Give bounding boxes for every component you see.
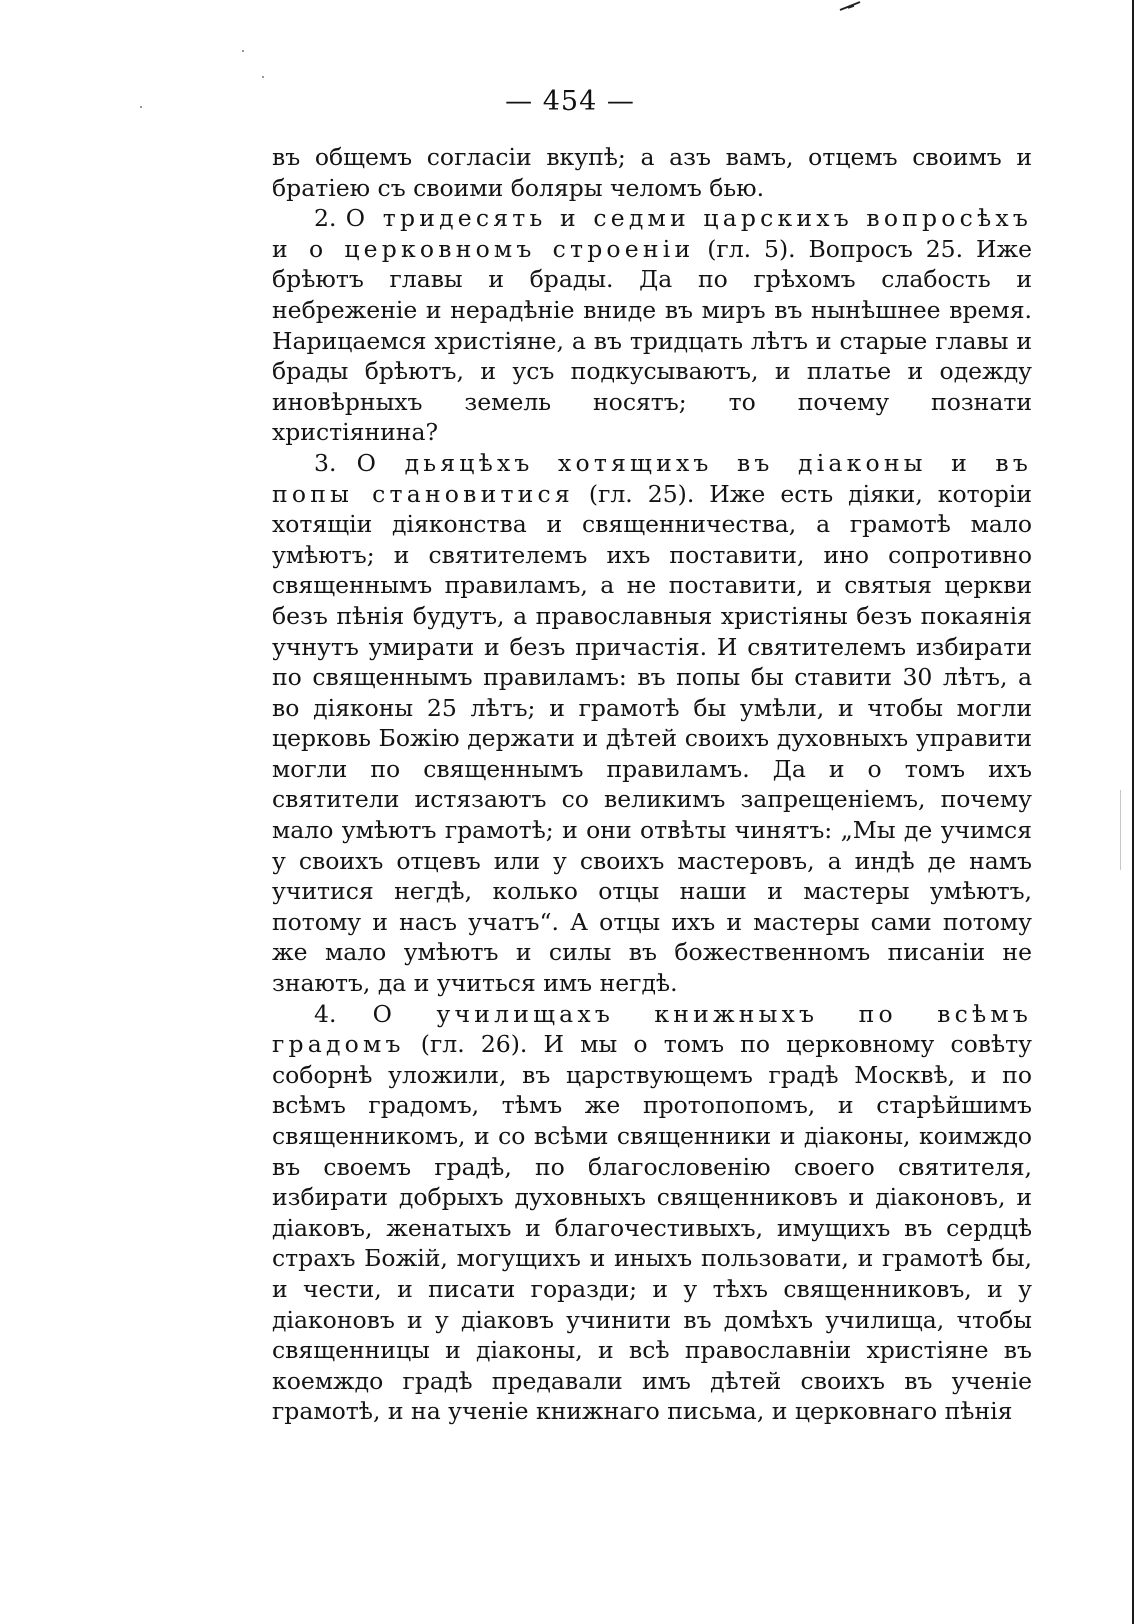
body-text bbox=[272, 142, 1032, 1427]
paragraph-heading: О дьяцѣхъ хотящихъ въ діаконы и въ попы становитися bbox=[272, 448, 1032, 508]
paragraph-heading: О тридесять и седми царскихъ вопросѣхъ и о церковномъ строеніи bbox=[272, 204, 1032, 263]
page-edge-line bbox=[1132, 0, 1134, 1624]
paragraph-number: 3. bbox=[314, 448, 357, 477]
paragraph-4 bbox=[272, 999, 1032, 1427]
paragraph-2 bbox=[272, 203, 1032, 448]
paragraph-1 bbox=[272, 142, 1032, 203]
paragraph-text: (гл. 25). Иже есть діяки, которіи хотящіи діяконства и священничества, а грамотѣ мало умѣютъ; и святителемъ ихъ поставити, ино сопротивно священнымъ правиламъ, а не поставити, и святыя церкви безъ пѣнія будутъ, а православныя христіяны безъ покаянія учнутъ умирати и безъ причастія. И святителемъ избирати по священнымъ правиламъ: въ попы бы ставити 30 лѣтъ, а во діяконы 25 лѣтъ; и грамотѣ бы умѣли, и чтобы могли церковь Божію держати и дѣтей своихъ духовныхъ управити могли по священнымъ правиламъ. Да и о томъ ихъ святители истязаютъ со великимъ запрещеніемъ, почему мало умѣютъ грамотѣ; и они отвѣты чинятъ: „Мы де учимся у своихъ отцевъ или у своихъ мастеровъ, а индѣ де намъ учитися негдѣ, колько отцы наши и мастеры умѣютъ, потому и насъ учатъ“. А отцы ихъ и мастеры сами потому же мало умѣютъ и силы въ божественномъ писаніи не знаютъ, да и учиться имъ негдѣ. bbox=[272, 479, 1032, 998]
paragraph-number: 2. bbox=[314, 204, 346, 233]
speck bbox=[262, 76, 264, 78]
page-number: — 454 — bbox=[505, 86, 635, 117]
page-edge-shadow bbox=[1120, 790, 1121, 870]
paragraph-heading: О училищахъ книжныхъ по всѣмъ градомъ bbox=[272, 999, 1032, 1059]
paragraph-text: (гл. 5). Вопросъ 25. Иже брѣютъ главы и брады. Да по грѣхомъ слабость и небреженіе и нерадѣніе вниде въ миръ въ нынѣшнее время. Нарицаемся христіяне, а въ тридцать лѣтъ и старые главы и брады брѣютъ, и усъ подкусываютъ, и платье и одежду иновѣрныхъ земель носятъ; то почему познати христіянина? bbox=[272, 234, 1032, 447]
corner-ink-mark bbox=[838, 0, 862, 12]
speck bbox=[242, 50, 244, 52]
paragraph-text: въ общемъ согласіи вкупѣ; а азъ вамъ, отцемъ своимъ и братіею съ своими боляры челомъ бью. bbox=[272, 143, 1032, 202]
paragraph-3 bbox=[272, 448, 1032, 999]
paragraph-text: (гл. 26). И мы о томъ по церковному совѣту соборнѣ уложили, въ царствующемъ градѣ Москвѣ, и по всѣмъ градомъ, тѣмъ же протопопомъ, и старѣйшимъ священникомъ, и со всѣми священники и діаконы, коимждо въ своемъ градѣ, по благословенію своего святителя, избирати добрыхъ духовныхъ священниковъ и діаконовъ, и діаковъ, женатыхъ и благочестивыхъ, имущихъ въ сердцѣ страхъ Божій, могущихъ и иныхъ пользовати, и грамотѣ бы, и чести, и писати горазди; и у тѣхъ священниковъ, и у діаконовъ и у діаковъ учинити въ домѣхъ училища, чтобы священницы и діаконы, и всѣ православніи христіяне въ коемждо градѣ предавали имъ дѣтей своихъ въ ученіе грамотѣ, и на ученіе книжнаго письма, и церковнаго пѣнія bbox=[272, 1030, 1032, 1426]
paragraph-number: 4. bbox=[314, 999, 373, 1028]
